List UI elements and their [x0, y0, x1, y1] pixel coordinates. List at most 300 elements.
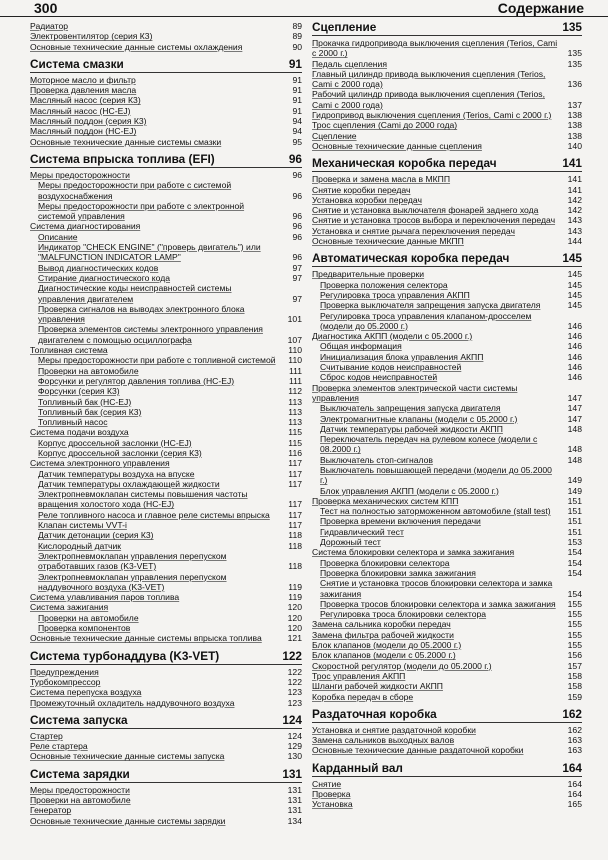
- entry-page-number: 107: [287, 334, 302, 345]
- entry-title: Считывание кодов неисправностей: [320, 362, 462, 373]
- toc-entry: [312, 352, 582, 362]
- entry-page-number: 131: [287, 805, 302, 816]
- entry-page-number: 146: [567, 351, 582, 362]
- toc-entry: [312, 789, 582, 799]
- toc-entry: [30, 438, 302, 448]
- entry-title: Проверка времени включения передачи: [320, 516, 481, 527]
- toc-entry: [30, 366, 302, 376]
- entry-title: Меры предосторожности: [30, 784, 130, 795]
- entry-title: Датчик детонации (серия К3): [38, 530, 154, 541]
- entry-page-number: 158: [567, 670, 582, 681]
- entry-title: Гидравлический тест: [320, 526, 404, 537]
- entry-title: Снятие и установка тросов блокировки селектора и замка зажигания: [320, 578, 553, 599]
- entry-title: Электромагнитные клапаны (модели с 05.2000 г.): [320, 413, 518, 424]
- entry-page-number: 143: [567, 215, 582, 226]
- entry-page-number: 164: [567, 778, 582, 789]
- toc-entry: [312, 195, 582, 205]
- toc-section-heading: [30, 650, 302, 665]
- entry-page-number: 122: [287, 676, 302, 687]
- entry-page-number: 148: [567, 454, 582, 465]
- entry-page-number: 130: [287, 751, 302, 762]
- toc-entry: [30, 633, 302, 643]
- entry-page-number: 148: [567, 423, 582, 434]
- toc-entry: [30, 698, 302, 708]
- toc-entry: [30, 137, 302, 147]
- toc-entry: [312, 599, 582, 609]
- entry-title: Выключатель стоп-сигналов: [320, 454, 433, 465]
- toc-section-heading: [30, 768, 302, 783]
- entry-page-number: 154: [567, 547, 582, 558]
- toc-entry: [312, 527, 582, 537]
- entry-page-number: 112: [288, 386, 302, 397]
- entry-page-number: 163: [567, 745, 582, 756]
- toc-entry: [30, 510, 302, 520]
- toc-entry: [312, 558, 582, 568]
- toc-entry: [312, 403, 582, 413]
- entry-title: Реле стартера: [30, 741, 88, 752]
- entry-title: Система подачи воздуха: [30, 427, 129, 438]
- toc-entry: [312, 650, 582, 660]
- entry-page-number: 96: [292, 231, 302, 242]
- toc-entry: [312, 496, 582, 506]
- entry-title: Основные технические данные сцепления: [312, 140, 482, 151]
- toc-entry: [312, 414, 582, 424]
- entry-title: Корпус дроссельной заслонки (серия К3): [38, 447, 202, 458]
- entry-title: Масляный насос (серия К3): [30, 95, 141, 106]
- entry-page-number: 121: [287, 633, 302, 644]
- entry-title: Главный цилиндр привода выключения сцепления (Terios, Cami с 2000 года): [312, 68, 546, 90]
- toc-entry: [312, 69, 582, 90]
- toc-entry: [312, 745, 582, 755]
- entry-title: Диагностика АКПП (модели с 05.2000 г.): [312, 331, 473, 342]
- toc-entry: [312, 269, 582, 279]
- toc-entry: [312, 89, 582, 110]
- section-title: Механическая коробка передач: [312, 156, 497, 171]
- entry-title: Стирание диагностического кода: [38, 272, 171, 283]
- toc-entry: [312, 383, 582, 404]
- entry-page-number: 96: [292, 169, 302, 180]
- entry-page-number: 144: [567, 236, 582, 247]
- entry-page-number: 117: [288, 520, 302, 531]
- toc-entry: [30, 31, 302, 41]
- toc-entry: [30, 677, 302, 687]
- entry-page-number: 113: [288, 417, 302, 428]
- entry-title: Масляный поддон (серия К3): [30, 116, 147, 127]
- toc-entry: [312, 547, 582, 557]
- entry-page-number: 135: [567, 58, 582, 69]
- entry-title: Форсунки (серия К3): [38, 386, 120, 397]
- entry-title: Регулировка троса управления АКПП: [320, 289, 470, 300]
- entry-page-number: 146: [567, 362, 582, 373]
- entry-title: Система диагностирования: [30, 221, 141, 232]
- entry-page-number: 123: [287, 687, 302, 698]
- toc-entry: [312, 215, 582, 225]
- entry-page-number: 149: [567, 475, 582, 486]
- toc-entry: [30, 324, 302, 345]
- entry-title: Переключатель передач на рулевом колесе (модели с 08.2000 г.): [320, 434, 538, 455]
- toc-entry: [30, 551, 302, 572]
- entry-page-number: 145: [567, 300, 582, 311]
- entry-title: Основные технические данные системы впрыска топлива: [30, 633, 262, 644]
- entry-title: Проверка блокировки замка зажигания: [320, 567, 476, 578]
- entry-page-number: 154: [567, 567, 582, 578]
- toc-entry: [30, 489, 302, 510]
- toc-entry: [312, 131, 582, 141]
- entry-title: Регулировка троса блокировки селектора: [320, 609, 487, 620]
- entry-title: Проверки на автомобиле: [38, 365, 139, 376]
- entry-page-number: 118: [288, 530, 302, 541]
- page-number: 300: [34, 0, 58, 16]
- entry-title: Предварительные проверки: [312, 269, 425, 280]
- entry-title: Сцепление: [312, 130, 357, 141]
- entry-title: Моторное масло и фильтр: [30, 74, 136, 85]
- entry-page-number: 89: [292, 31, 302, 42]
- toc-entry: [30, 201, 302, 222]
- section-page-number: 145: [562, 251, 582, 266]
- entry-page-number: 155: [567, 640, 582, 651]
- entry-page-number: 90: [292, 41, 302, 52]
- entry-page-number: 129: [287, 741, 302, 752]
- toc-entry: [312, 226, 582, 236]
- toc-section-heading: [30, 58, 302, 73]
- entry-title: Дорожный тест: [320, 537, 381, 548]
- entry-page-number: 146: [567, 331, 582, 342]
- toc-entry: [30, 85, 302, 95]
- section-page-number: 91: [288, 56, 302, 71]
- section-page-number: 96: [288, 151, 302, 166]
- entry-title: Система зажигания: [30, 602, 109, 613]
- entry-page-number: 138: [567, 110, 582, 121]
- entry-page-number: 156: [567, 650, 582, 661]
- toc-entry: [30, 602, 302, 612]
- toc-entry: [30, 741, 302, 751]
- entry-page-number: 134: [287, 815, 302, 826]
- entry-title: Проверки на автомобиле: [38, 612, 139, 623]
- entry-title: Проверка сигналов на выводах электронного блока управления: [38, 303, 245, 325]
- toc-entry: [312, 681, 582, 691]
- toc-entry: [312, 630, 582, 640]
- entry-title: Проверка элементов системы электронного управления двигателем с помощью осциллографа: [38, 324, 263, 345]
- entry-page-number: 113: [288, 396, 302, 407]
- entry-title: Снятие и установка выключателя фонарей заднего хода: [312, 205, 539, 216]
- entry-title: Основные технические данные системы запуска: [30, 751, 225, 762]
- toc-entry: [30, 75, 302, 85]
- entry-page-number: 96: [292, 252, 302, 263]
- entry-title: Блок клапанов (модели до 05.2000 г.): [312, 640, 462, 651]
- toc-entry: [312, 341, 582, 351]
- toc-entry: [30, 572, 302, 593]
- section-page-number: 124: [282, 712, 302, 727]
- toc-entry: [30, 126, 302, 136]
- entry-title: Меры предосторожности при работе с системой воздухоснабжения: [38, 180, 232, 201]
- toc-entry: [312, 465, 582, 486]
- entry-title: Меры предосторожности при работе с электронной системой управления: [38, 200, 245, 222]
- entry-title: Описание: [38, 231, 78, 242]
- entry-title: Клапан системы VVT-i: [38, 520, 127, 531]
- entry-page-number: 120: [287, 623, 302, 634]
- toc-entry: [312, 671, 582, 681]
- toc-entry: [312, 290, 582, 300]
- entry-page-number: 157: [567, 660, 582, 671]
- entry-title: Основные технические данные системы зарядки: [30, 815, 226, 826]
- entry-title: Снятие и установка тросов выбора и переключения передач: [312, 215, 556, 226]
- entry-title: Предупреждения: [30, 666, 99, 677]
- toc-entry: [30, 221, 302, 231]
- toc-entry: [30, 479, 302, 489]
- toc-entry: [312, 640, 582, 650]
- entry-title: Проверка давления масла: [30, 85, 137, 96]
- entry-title: Регулировка троса управления клапаном-дросселем (модели до 05.2000 г.): [320, 310, 532, 331]
- toc-entry: [30, 427, 302, 437]
- entry-page-number: 95: [292, 136, 302, 147]
- toc-section-heading: [312, 252, 582, 267]
- entry-title: Педаль сцепления: [312, 58, 387, 69]
- toc-entry: [312, 38, 582, 59]
- toc-entry: [30, 541, 302, 551]
- toc-entry: [30, 458, 302, 468]
- toc-entry: [30, 283, 302, 304]
- toc-entry: [30, 751, 302, 761]
- entry-page-number: 91: [292, 85, 302, 96]
- toc-entry: [30, 42, 302, 52]
- entry-title: Проверка выключателя запрещения запуска двигателя: [320, 300, 541, 311]
- toc-entry: [312, 455, 582, 465]
- toc-entry: [312, 568, 582, 578]
- toc-entry: [312, 280, 582, 290]
- toc-entry: [312, 110, 582, 120]
- entry-title: Проверка и замена масла в МКПП: [312, 174, 451, 185]
- section-title: Раздаточная коробка: [312, 706, 437, 721]
- toc-entry: [30, 345, 302, 355]
- toc-entry: [30, 667, 302, 677]
- entry-title: Сброс кодов неисправностей: [320, 372, 438, 383]
- entry-title: Основные технические данные системы охлаждения: [30, 41, 243, 52]
- entry-title: Вывод диагностических кодов: [38, 262, 159, 273]
- toc-section-heading: [312, 762, 582, 777]
- entry-title: Электропневмоклапан управления перепуском отработавших газов (K3-VET): [38, 550, 227, 572]
- toc-entry: [312, 779, 582, 789]
- toc-entry: [30, 170, 302, 180]
- entry-title: Генератор: [30, 805, 72, 816]
- entry-title: Масляный насос (HC-EJ): [30, 105, 131, 116]
- entry-title: Проверка механических систем КПП: [312, 495, 459, 506]
- section-page-number: 122: [282, 648, 302, 663]
- toc-entry: [30, 592, 302, 602]
- entry-page-number: 131: [287, 795, 302, 805]
- toc-entry: [30, 623, 302, 633]
- entry-page-number: 122: [287, 666, 302, 677]
- toc-entry: [30, 180, 302, 201]
- entry-page-number: 145: [567, 289, 582, 300]
- toc-entry: [312, 661, 582, 671]
- entry-page-number: 97: [292, 293, 302, 304]
- toc-entry: [312, 486, 582, 496]
- section-title: Система впрыска топлива (EFI): [30, 151, 215, 166]
- entry-title: Проверка тросов блокировки селектора и замка зажигания: [320, 598, 556, 609]
- entry-page-number: 117: [288, 499, 302, 510]
- entry-title: Топливный бак (HC-EJ): [38, 396, 132, 407]
- entry-title: Трос управления АКПП: [312, 670, 406, 681]
- entry-page-number: 143: [567, 225, 582, 236]
- toc-column-right: [312, 21, 582, 810]
- entry-page-number: 142: [567, 194, 582, 205]
- entry-title: Система улавливания паров топлива: [30, 592, 180, 603]
- entry-page-number: 147: [567, 413, 582, 424]
- toc-entry: [312, 331, 582, 341]
- entry-page-number: 111: [288, 375, 302, 386]
- entry-page-number: 147: [567, 403, 582, 414]
- toc-entry: [30, 417, 302, 427]
- entry-title: Проверка положения селектора: [320, 279, 448, 290]
- entry-page-number: 154: [567, 588, 582, 599]
- entry-page-number: 117: [288, 509, 302, 520]
- entry-title: Турбокомпрессор: [30, 676, 101, 687]
- entry-page-number: 117: [288, 468, 302, 479]
- entry-title: Снятие коробки передач: [312, 184, 411, 195]
- toc-column-left: [30, 21, 302, 826]
- section-page-number: 135: [562, 20, 582, 34]
- entry-title: Скоростной регулятор (модели до 05.2000 г.): [312, 660, 492, 671]
- entry-title: Гидропривод выключения сцепления (Terios, Cami с 2000 г.): [312, 110, 552, 121]
- section-title: Сцепление: [312, 20, 377, 34]
- toc-entry: [312, 506, 582, 516]
- entry-page-number: 145: [567, 269, 582, 280]
- toc-entry: [30, 397, 302, 407]
- entry-page-number: 96: [292, 190, 302, 201]
- entry-page-number: 97: [292, 272, 302, 283]
- toc-entry: [30, 613, 302, 623]
- page-header: [0, 0, 608, 17]
- section-page-number: 162: [562, 706, 582, 721]
- entry-title: Форсунки и регулятор давления топлива (HC-EJ): [38, 375, 235, 386]
- entry-title: Радиатор: [30, 21, 69, 31]
- toc-section-heading: [312, 21, 582, 36]
- entry-title: Топливный насос: [38, 417, 108, 428]
- toc-entry: [30, 376, 302, 386]
- entry-page-number: 142: [567, 205, 582, 216]
- entry-title: Блок клапанов (модели с 05.2000 г.): [312, 650, 456, 661]
- toc-section-heading: [312, 157, 582, 172]
- entry-title: Замена фильтра рабочей жидкости: [312, 629, 454, 640]
- toc-entry: [312, 516, 582, 526]
- section-title: Карданный вал: [312, 760, 403, 775]
- entry-title: Замена сальников выходных валов: [312, 735, 455, 746]
- toc-entry: [30, 520, 302, 530]
- entry-page-number: 164: [567, 789, 582, 799]
- entry-page-number: 96: [292, 211, 302, 222]
- entry-page-number: 110: [288, 355, 302, 366]
- entry-page-number: 94: [292, 116, 302, 127]
- entry-page-number: 149: [567, 485, 582, 496]
- toc-entry: [312, 362, 582, 372]
- toc-entry: [312, 799, 582, 809]
- entry-page-number: 138: [567, 120, 582, 131]
- section-title: Система турбонаддува (K3-VET): [30, 648, 220, 663]
- entry-title: Электропневмоклапан управления перепуском наддувочного воздуха (K3-VET): [38, 571, 227, 592]
- toc-entry: [312, 59, 582, 69]
- toc-entry: [30, 407, 302, 417]
- entry-page-number: 141: [567, 184, 582, 195]
- entry-page-number: 120: [287, 602, 302, 613]
- entry-page-number: 91: [292, 95, 302, 106]
- entry-title: Топливная система: [30, 345, 108, 356]
- entry-page-number: 115: [288, 437, 302, 448]
- entry-page-number: 153: [567, 537, 582, 548]
- toc-entry: [312, 236, 582, 246]
- entry-page-number: 91: [292, 74, 302, 85]
- entry-page-number: 111: [288, 365, 302, 376]
- entry-page-number: 118: [288, 540, 302, 551]
- entry-page-number: 155: [567, 619, 582, 630]
- toc-entry: [30, 386, 302, 396]
- entry-title: Датчик температуры охлаждающей жидкости: [38, 478, 220, 489]
- toc-entry: [30, 263, 302, 273]
- entry-title: Датчик температуры рабочей жидкости АКПП: [320, 423, 503, 434]
- entry-page-number: 158: [567, 681, 582, 692]
- entry-page-number: 151: [567, 516, 582, 527]
- toc-entry: [30, 530, 302, 540]
- toc-entry: [312, 141, 582, 151]
- entry-page-number: 110: [288, 345, 302, 356]
- entry-title: Корпус дроссельной заслонки (HC-EJ): [38, 437, 192, 448]
- toc-entry: [30, 355, 302, 365]
- entry-title: Основные технические данные МКПП: [312, 236, 464, 247]
- toc-section-heading: [312, 708, 582, 723]
- entry-title: Выключатель повышающей передачи (модели до 05.2000 г.): [320, 464, 552, 486]
- entry-title: Установка: [312, 799, 353, 810]
- entry-page-number: 140: [567, 140, 582, 151]
- entry-page-number: 119: [288, 592, 302, 603]
- toc-entry: [312, 725, 582, 735]
- entry-page-number: 155: [567, 609, 582, 620]
- toc-entry: [312, 434, 582, 455]
- section-title: Система смазки: [30, 56, 124, 71]
- toc-entry: [312, 205, 582, 215]
- entry-page-number: 119: [288, 581, 302, 592]
- entry-title: Система электронного управления: [30, 458, 170, 469]
- page-title: Содержание: [497, 0, 584, 16]
- toc-entry: [312, 609, 582, 619]
- entry-title: Проверки на автомобиле: [30, 795, 131, 805]
- entry-page-number: 131: [287, 784, 302, 795]
- entry-page-number: 138: [567, 130, 582, 141]
- entry-page-number: 120: [287, 612, 302, 623]
- entry-page-number: 155: [567, 629, 582, 640]
- entry-page-number: 151: [567, 495, 582, 506]
- entry-page-number: 117: [288, 478, 302, 489]
- entry-page-number: 146: [567, 341, 582, 352]
- entry-page-number: 146: [567, 372, 582, 383]
- toc-entry: [312, 300, 582, 310]
- entry-page-number: 147: [567, 392, 582, 403]
- entry-title: Снятие: [312, 778, 342, 789]
- entry-page-number: 159: [567, 691, 582, 702]
- section-title: Система зарядки: [30, 766, 130, 781]
- entry-title: Проверка: [312, 789, 351, 799]
- entry-page-number: 113: [288, 406, 302, 417]
- entry-title: Основные технические данные системы смазки: [30, 136, 222, 147]
- entry-title: Датчик температуры воздуха на впуске: [38, 468, 195, 479]
- entry-page-number: 118: [288, 561, 302, 572]
- entry-title: Система перепуска воздуха: [30, 687, 142, 698]
- toc-entry: [30, 304, 302, 325]
- entry-title: Установка коробки передач: [312, 194, 422, 205]
- toc-entry: [30, 95, 302, 105]
- toc-entry: [30, 448, 302, 458]
- entry-page-number: 96: [292, 221, 302, 232]
- toc-entry: [312, 372, 582, 382]
- entry-title: Кислородный датчик: [38, 540, 122, 551]
